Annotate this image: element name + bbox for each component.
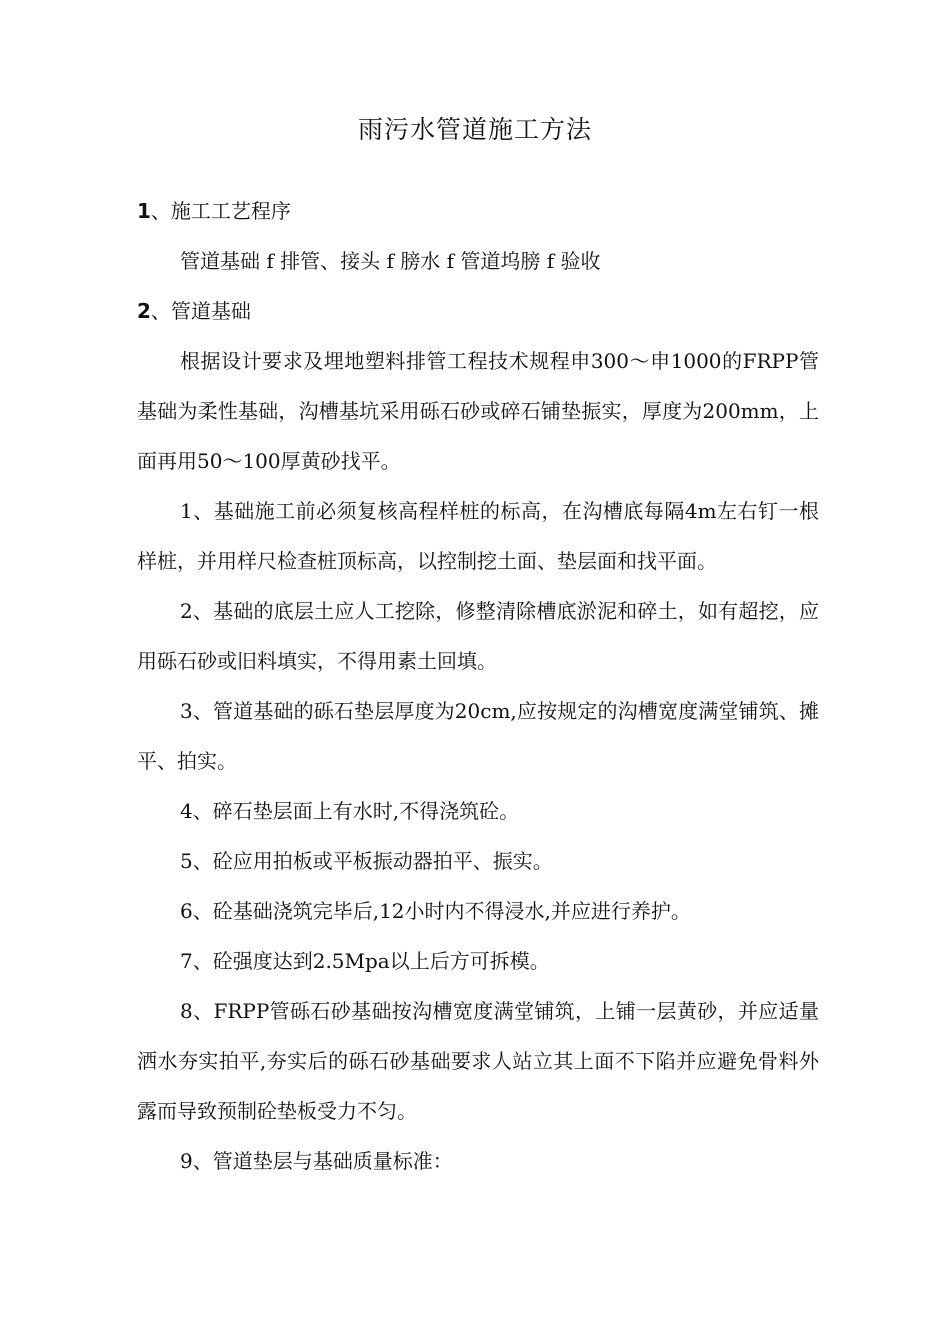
paragraph: 2、基础的底层土应人工挖除，修整清除槽底淤泥和碎土，如有超挖，应用砾石砂或旧料填实，不得用素土回填。 xyxy=(137,599,819,673)
document-body xyxy=(137,186,819,1186)
paragraph: 根据设计要求及埋地塑料排管工程技术规程申300〜申1000的FRPP管基础为柔性基础，沟槽基坑采用砾石砂或碎石铺垫振实，厚度为200mm，上面再用50〜100厚黄砂找平。 xyxy=(137,349,819,473)
section-heading-1 xyxy=(137,186,819,236)
section-heading-2 xyxy=(137,286,819,336)
paragraph: 6、砼基础浇筑完毕后,12小时内不得浸水,并应进行养护。 xyxy=(180,899,691,923)
paragraph: 管道基础 f 排管、接头 f 膀水 f 管道坞膀 f 验收 xyxy=(180,249,601,273)
document-title: 雨污水管道施工方法 xyxy=(357,115,592,144)
paragraph: 3、管道基础的砾石垫层厚度为20cm,应按规定的沟槽宽度满堂铺筑、摊平、拍实。 xyxy=(137,699,819,773)
section-number: 2 xyxy=(137,299,151,323)
paragraph: 1、基础施工前必须复核高程样桩的标高，在沟槽底每隔4m左右钉一根样桩，并用样尺检查桩顶标高，以控制挖土面、垫层面和找平面。 xyxy=(137,499,819,573)
paragraph: 9、管道垫层与基础质量标准： xyxy=(180,1149,453,1173)
paragraph: 7、砼强度达到2.5Mpa以上后方可拆模。 xyxy=(180,949,550,973)
paragraph: 5、砼应用拍板或平板振动器拍平、振实。 xyxy=(180,849,553,873)
section-number: 1 xyxy=(137,199,151,223)
section-heading-text: 、施工工艺程序 xyxy=(150,199,291,223)
paragraph: 4、碎石垫层面上有水时,不得浇筑砼。 xyxy=(180,799,520,823)
paragraph: 8、FRPP管砾石砂基础按沟槽宽度满堂铺筑，上铺一层黄砂，并应适量洒水夯实拍平,夯实后的砾石砂基础要求人站立其上面不下陷并应避免骨料外露而导致预制砼垫板受力不匀。 xyxy=(137,999,819,1123)
section-heading-text: 、管道基础 xyxy=(150,299,251,323)
